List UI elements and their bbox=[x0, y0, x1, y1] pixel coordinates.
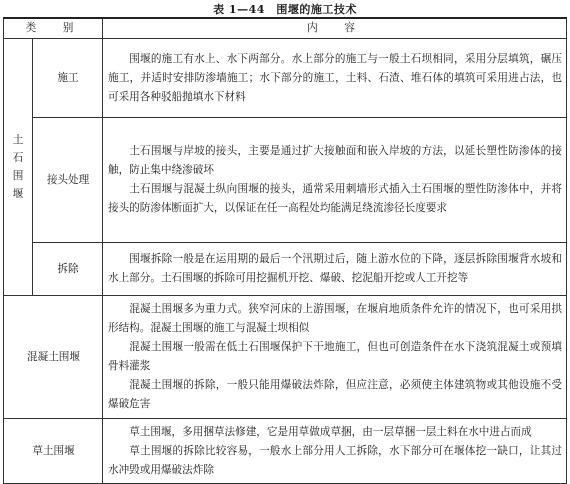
row-category: 接头处理 bbox=[33, 118, 103, 243]
table-row bbox=[4, 39, 567, 118]
paragraph: 草土围堰的拆除比较容易，一般水上部分用人工拆除，水下部分可在堰体挖一缺口，让其过水冲毁或用爆破法炸除 bbox=[108, 444, 562, 476]
paragraph: 土石围堰与岸坡的接头，主要是通过扩大接触面和嵌入岸坡的方法，以延长塑性防渗体的接触，防止集中绕渗破坏 bbox=[108, 145, 562, 176]
paragraph: 混凝土围堰一般需在低土石围堰保护下干地施工，但也可创造条件在水下浇筑混凝土或预填骨料灌浆 bbox=[108, 341, 562, 372]
row-content bbox=[103, 243, 567, 296]
group-earth-rock-cofferdam bbox=[4, 39, 33, 296]
table-row bbox=[4, 296, 567, 419]
header-category: 类 别 bbox=[4, 18, 103, 39]
row-category: 混凝土围堰 bbox=[4, 296, 103, 419]
paragraph: 土石围堰与混凝土纵向围堰的接头，通常采用刺墙形式插入土石围堰的塑性防渗体中，并将接头的防渗体断面扩大，以保证在任一高程处均能满足绕流渗径长度要求 bbox=[108, 183, 562, 214]
table-row bbox=[4, 419, 567, 484]
row-content bbox=[103, 419, 567, 484]
row-category: 施工 bbox=[33, 39, 103, 118]
paragraph: 围堰的施工有水上、水下两部分。水上部分的施工与一般土石坝相同，采用分层填筑，碾压施工，并适时安排防渗墙施工；水下部分的施工，土料、石渣、堆石体的填筑可采用进占法，也可采用各种驳船抛填水下材料 bbox=[108, 52, 562, 103]
paragraph: 混凝土围堰的拆除，一般只能用爆破法炸除，但应注意，必须使主体建筑物或其他设施不受爆破危害 bbox=[108, 379, 562, 410]
table-row bbox=[4, 118, 567, 243]
paragraph: 混凝土围堰多为重力式。狭窄河床的上游围堰，在堰肩地质条件允许的情况下，也可采用拱形结构。混凝土围堰的施工与混凝土坝相似 bbox=[108, 303, 562, 334]
row-category: 草土围堰 bbox=[4, 419, 103, 484]
construction-technique-table bbox=[3, 17, 567, 484]
row-content bbox=[103, 118, 567, 243]
paragraph: 围堰拆除一般是在运用期的最后一个汛期过后，随上游水位的下降，逐层拆除围堰背水坡和水上部分。土石围堰的拆除可用挖掘机开挖、爆破、挖泥船开挖或人工开挖等 bbox=[108, 253, 562, 284]
row-category: 拆除 bbox=[33, 243, 103, 296]
header-row bbox=[4, 18, 567, 39]
table-row bbox=[4, 243, 567, 296]
table-caption: 表 1—44 围堰的施工技术 bbox=[213, 3, 357, 16]
row-content bbox=[103, 296, 567, 419]
group-label: 土石围堰 bbox=[12, 134, 24, 200]
header-content: 内 容 bbox=[103, 18, 567, 39]
row-content bbox=[103, 39, 567, 118]
paragraph: 草土围堰，多用捆草法修建，它是用草做成草捆，由一层草捆一层土料在水中进占而成 bbox=[129, 425, 532, 438]
